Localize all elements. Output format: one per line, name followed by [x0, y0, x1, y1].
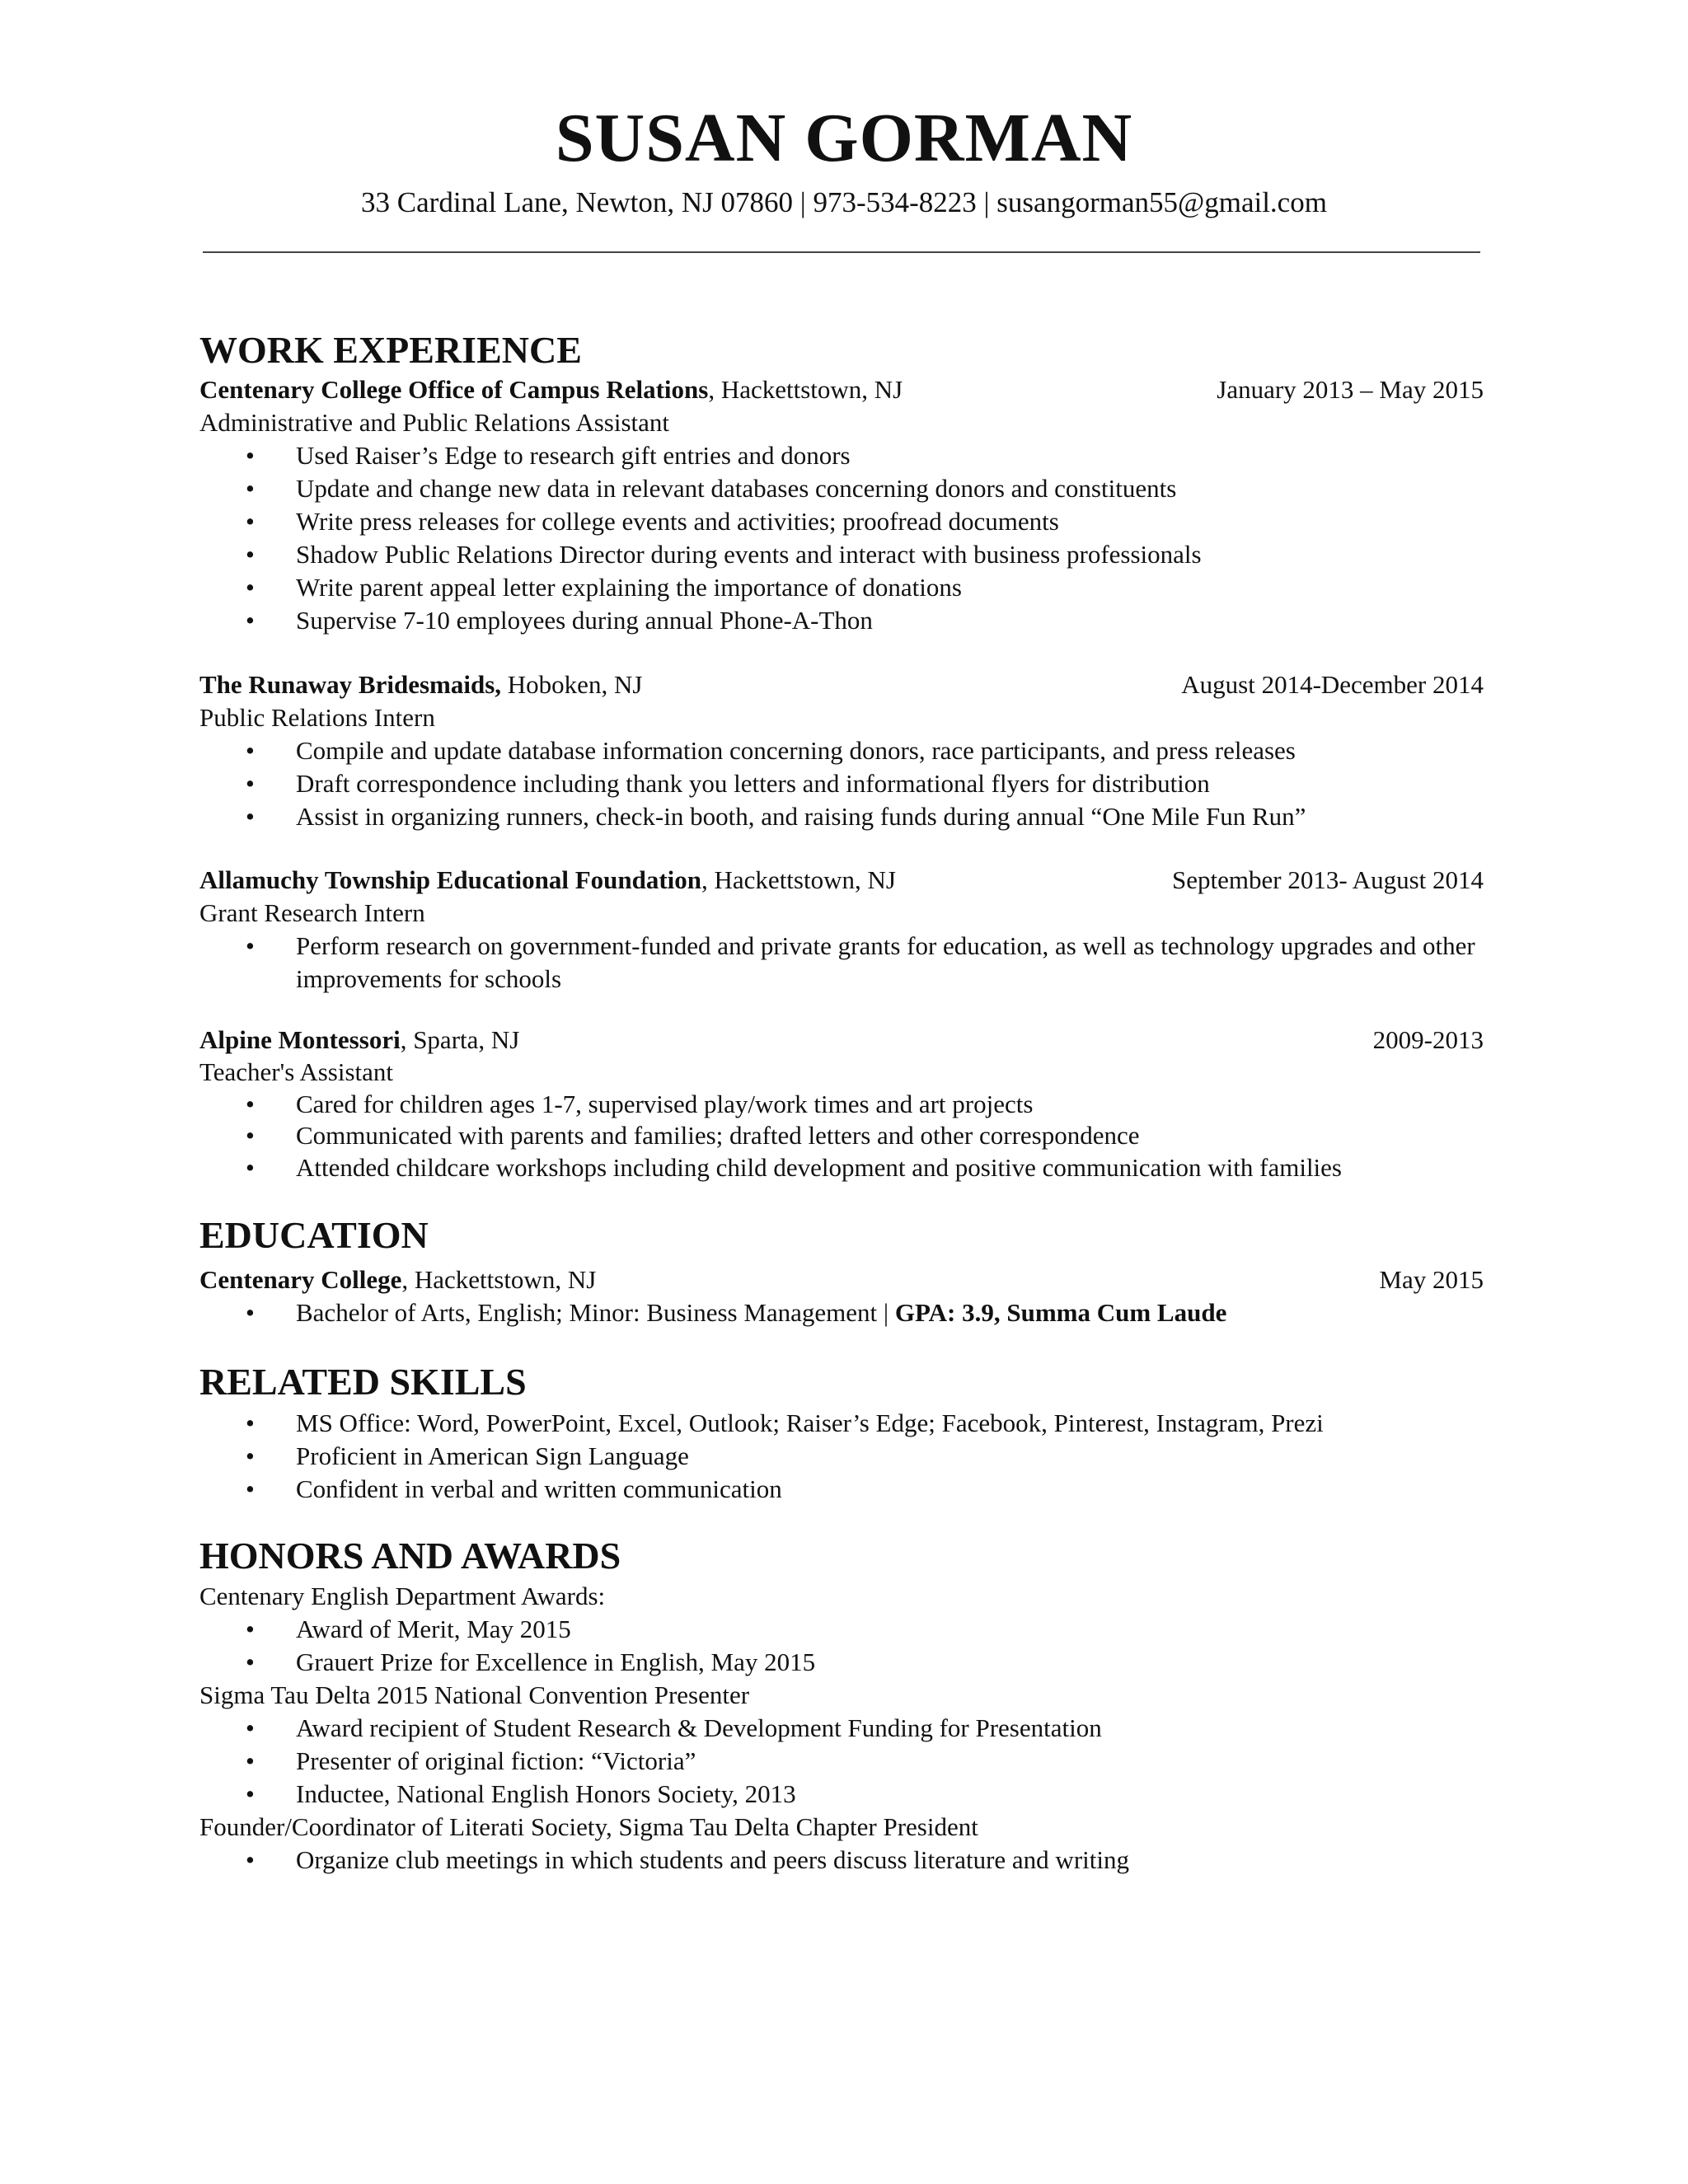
job-dates: August 2014-December 2014 [1181, 670, 1484, 699]
bullet-mark: • [246, 507, 255, 536]
bullet-mark: • [246, 1845, 255, 1874]
job-header [199, 864, 1484, 897]
job-location: Hoboken, NJ [501, 670, 643, 699]
job-header [199, 1024, 1484, 1057]
job-organization: Alpine Montessori [199, 1025, 401, 1054]
education-header [199, 1263, 1484, 1296]
section-title-education: EDUCATION [199, 1214, 429, 1256]
section-title-work-experience: WORK EXPERIENCE [199, 329, 582, 371]
bullet-mark: • [246, 441, 255, 470]
job-location: , Hackettstown, NJ [708, 375, 903, 404]
bullet-mark: • [246, 802, 255, 831]
school-name: Centenary College [199, 1265, 402, 1294]
honors-group-heading: Centenary English Department Awards: [199, 1582, 606, 1610]
job-location: , Sparta, NJ [400, 1025, 520, 1054]
honors-group-heading: Founder/Coordinator of Literati Society, Sigma Tau Delta Chapter President [199, 1812, 978, 1841]
job-organization: Centenary College Office of Campus Relations [199, 375, 709, 404]
bullet-mark: • [246, 1779, 255, 1808]
bullet-mark: • [246, 1441, 255, 1470]
bullet-mark: • [246, 1121, 255, 1150]
bullet-mark: • [246, 1298, 255, 1327]
job-role: Administrative and Public Relations Assistant [199, 408, 670, 437]
bullet-mark: • [246, 1090, 255, 1118]
job-role: Public Relations Intern [199, 703, 435, 732]
section-title-honors-awards: HONORS AND AWARDS [199, 1535, 621, 1577]
honors-group-heading: Sigma Tau Delta 2015 National Convention Presenter [199, 1680, 750, 1709]
job-role: Teacher's Assistant [199, 1057, 393, 1086]
bullet-mark: • [246, 931, 255, 960]
job-role: Grant Research Intern [199, 898, 425, 927]
bullet-mark: • [246, 474, 255, 503]
bullet-mark: • [246, 1153, 255, 1182]
bullet-mark: • [246, 1474, 255, 1503]
job-dates: 2009-2013 [1372, 1025, 1484, 1054]
section-title-related-skills: RELATED SKILLS [199, 1361, 527, 1403]
bullet-mark: • [246, 1746, 255, 1775]
school-location: , Hackettstown, NJ [401, 1265, 597, 1294]
job-location: , Hackettstown, NJ [701, 865, 896, 894]
job-dates: January 2013 – May 2015 [1217, 375, 1484, 404]
bullet-mark: • [246, 736, 255, 765]
contact-line: 33 Cardinal Lane, Newton, NJ 07860 | 973-534-8223 | susangorman55@gmail.com [361, 186, 1327, 218]
resume-page: SUSAN GORMAN 33 Cardinal Lane, Newton, NJ 07860 | 973-534-8223 | susangorman55@gmail.com WORK EXPERIENCE Centenary College Office of Campus Relations, Hackettstown, NJ January 2013 – May 2015 Administrative and Public Relations Assistant • Used Raiser’s Edge to research gift entries and donors • Update and change new data in relevant databases concerning donors and constituents • Write press releases for college events and activities; proofread documents • Shadow Public Relations Director during events and interact with business professionals • Write parent appeal letter explaining the importance of donations • Supervise 7-10 employees during annual Phone-A-Thon The Runaway Bridesmaids, Hoboken, NJ August 2014-December 2014 Public Relations Intern • Compile and update database information concerning donors, race participants, and press releases • Draft correspondence including thank you letters and informational flyers for distribution • Assist in organizing runners, check-in booth, and raising funds during annual “One Mile Fun Run” Allamuchy Township Educational Foundation, Hackettstown, NJ September 2013- August 2014 Grant Research Intern • Perform research on government-funded and private grants for education, as well as technology upgrades and other improvements for schools Alpine Montessori, Sparta, NJ 2009-2013 Teacher's Assistant • Cared for children ages 1-7, supervised play/work times and art projects • Communicated with parents and families; drafted letters and other correspondence • Attended childcare workshops including child development and positive communication with families EDUCATION Centenary College, Hackettstown, NJ May 2015 • Bachelor of Arts, English; Minor: Business Management | GPA: 3.9, Summa Cum Laude RELATED SKILLS • MS Office: Word, PowerPoint, Excel, Outlook; Raiser’s Edge; Facebook, Pinterest, Instagram, Prezi • Proficient in American Sign Language • Confident in verbal and written communication HONORS AND AWARDS Centenary English Department Awards: • Award of Merit, May 2015 • Grauert Prize for Excellence in English, May 2015 Sigma Tau Delta 2015 National Convention Presenter • Award recipient of Student Research & Development Funding for Presentation • Presenter of original fiction: “Victoria” • Inductee, National English Honors Society, 2013 Founder/Coordinator of Literati Society, Sigma Tau Delta Chapter President • Organize club meetings in which students and peers discuss literature and writing [0, 0, 1688, 2184]
bullet-mark: • [246, 606, 255, 635]
job-organization: The Runaway Bridesmaids, [199, 670, 502, 699]
job-header [199, 668, 1484, 701]
degree: Bachelor of Arts, English; Minor: Business Management | [296, 1298, 895, 1327]
bullet-mark: • [246, 1408, 255, 1437]
gpa: GPA: 3.9, Summa Cum Laude [894, 1298, 1227, 1327]
job-organization: Allamuchy Township Educational Foundation [199, 865, 702, 894]
header-divider [203, 251, 1480, 253]
bullet-mark: • [246, 1647, 255, 1676]
bullet-mark: • [246, 769, 255, 798]
candidate-name: SUSAN GORMAN [555, 100, 1133, 176]
bullet-mark: • [246, 1615, 255, 1643]
job-header [199, 373, 1484, 406]
bullet-mark: • [246, 1713, 255, 1742]
job-dates: September 2013- August 2014 [1172, 865, 1484, 894]
graduation-date: May 2015 [1379, 1265, 1484, 1294]
bullet-mark: • [246, 573, 255, 602]
bullet-mark: • [246, 540, 255, 569]
